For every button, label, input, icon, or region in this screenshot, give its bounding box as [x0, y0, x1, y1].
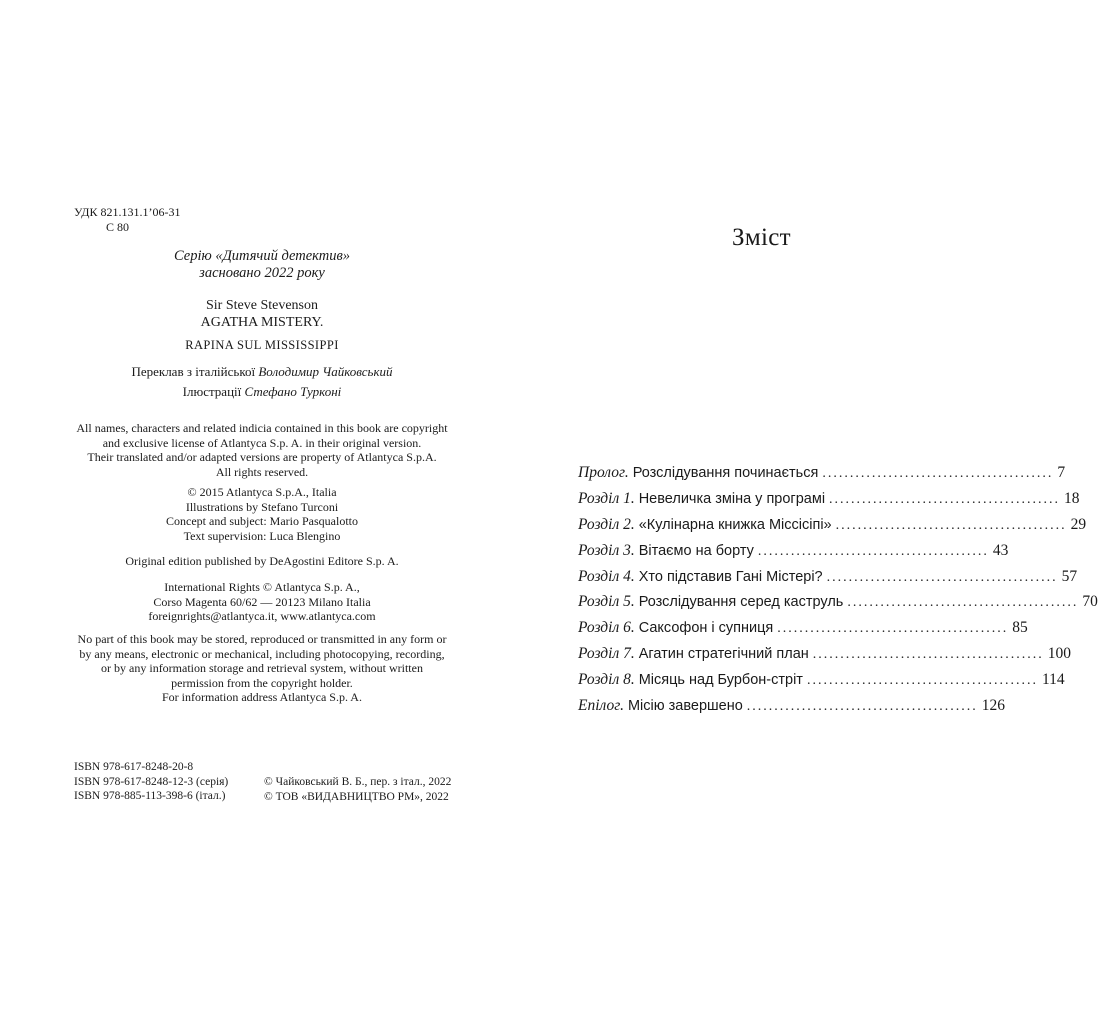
- isbn-line: ISBN 978-617-8248-20-8: [74, 761, 194, 773]
- toc-entry-label: Розділ 1.: [578, 489, 635, 507]
- edition-copyrights: [264, 775, 451, 804]
- toc-entry-title: «Кулінарна книжка Міссісіпі»: [638, 516, 832, 533]
- toc-leader-dots: ..........................................: [746, 699, 978, 715]
- toc-entry-title: Саксофон і супниця: [638, 620, 774, 637]
- intl-line: Corso Magenta 60/62 — 20123 Milano Italia: [153, 594, 371, 609]
- toc-leader-dots: ..........................................: [847, 595, 1079, 611]
- toc-entry-label: Розділ 4.: [578, 567, 635, 585]
- author-mark: С 80: [106, 220, 130, 234]
- series-note: [74, 248, 450, 282]
- series-line: Серію «Дитячий детектив»: [173, 248, 350, 264]
- illustration-credit: [74, 382, 450, 402]
- translator-name: Володимир Чайковський: [258, 364, 393, 379]
- rights-line: Their translated and/or adapted versions are property of Atlantyca S.p.A.: [87, 450, 437, 464]
- isbn-line: ISBN 978-885-113-398-6 (італ.): [74, 790, 226, 802]
- toc-entry-title: Місію завершено: [627, 698, 743, 715]
- toc-leader-dots: ..........................................: [826, 569, 1058, 585]
- isbn-line: ISBN 978-617-8248-12-3 (серія): [74, 775, 229, 788]
- original-author: Sir Steve Stevenson: [206, 298, 318, 313]
- toc-page-number: 18: [1064, 489, 1080, 507]
- original-subtitle: RAPINA SUL MISSISSIPPI: [185, 338, 339, 352]
- toc-entry-title: Агатин стратегічний план: [638, 646, 809, 663]
- notice-line: No part of this book may be stored, reproduced or transmitted in any form or: [77, 632, 447, 646]
- toc-entry: [578, 567, 1078, 594]
- toc-entry-title: Розслідування серед каструль: [638, 594, 844, 611]
- copyright-line: Text supervision: Luca Blengino: [183, 528, 341, 543]
- original-edition-note: Original edition published by DeAgostini Editore S.p. A.: [125, 554, 399, 568]
- notice-line: or by any information storage and retrieval system, without written: [101, 661, 423, 675]
- toc-page-number: 85: [1012, 619, 1028, 637]
- toc-entry: [578, 697, 1006, 723]
- toc-page-number: 126: [981, 697, 1006, 715]
- notice-line: by any means, electronic or mechanical, including photocopying, recording,: [79, 646, 445, 661]
- copyright-line: © 2015 Atlantyca S.p.A., Italia: [187, 485, 337, 499]
- intl-line: International Rights © Atlantyca S.p. A.,: [164, 580, 360, 594]
- credits-block: [74, 362, 450, 402]
- toc-entry-title: Вітаємо на борту: [638, 542, 754, 559]
- copyright-line: Illustrations by Stefano Turconi: [185, 499, 339, 514]
- toc-leader-dots: ..........................................: [835, 517, 1067, 533]
- toc-page-number: 100: [1047, 645, 1072, 663]
- toc-entry-label: Розділ 6.: [578, 619, 635, 637]
- toc-entry-title: Місяць над Бурбон-стріт: [638, 672, 803, 689]
- toc-leader-dots: ..........................................: [757, 543, 989, 559]
- toc-entry-title: Невеличка зміна у програмі: [638, 490, 826, 507]
- international-rights: [74, 580, 450, 624]
- udk-code: УДК 821.131.1’06-31: [74, 205, 181, 219]
- toc-entry-title: Хто підставив Гані Містері?: [638, 568, 823, 585]
- toc-leader-dots: ..........................................: [812, 647, 1044, 663]
- intl-line: foreignrights@atlantyca.it, www.atlantyca.com: [148, 609, 376, 623]
- table-of-contents: [578, 464, 1098, 723]
- udk-classification: [74, 205, 180, 235]
- toc-entry-label: Розділ 7.: [578, 645, 635, 663]
- toc-leader-dots: ..........................................: [777, 621, 1009, 637]
- toc-page-number: 70: [1082, 593, 1098, 611]
- contents-title: Зміст: [732, 224, 791, 251]
- toc-page-number: 57: [1061, 567, 1078, 585]
- toc-page-number: 43: [992, 541, 1009, 559]
- imprint-page: [0, 0, 512, 1024]
- toc-page-number: 7: [1057, 464, 1066, 481]
- rights-line: All names, characters and related indicia contained in this book are copyright: [76, 421, 448, 435]
- copyright-block: [74, 485, 450, 543]
- toc-entry: [578, 515, 1087, 542]
- original-title: AGATHA MISTERY.: [200, 315, 324, 330]
- toc-entry: [578, 489, 1080, 516]
- toc-entry-label: Розділ 8.: [578, 671, 635, 689]
- series-line: засновано 2022 року: [199, 265, 325, 281]
- toc-leader-dots: ..........................................: [806, 673, 1038, 689]
- rights-line: All rights reserved.: [215, 464, 309, 479]
- toc-page-number: 29: [1070, 515, 1087, 533]
- notice-line: For information address Atlantyca S.p. A.: [162, 690, 362, 704]
- toc-entry: [578, 593, 1098, 619]
- copyright-line: Concept and subject: Mario Pasqualotto: [166, 514, 358, 528]
- toc-entry: [578, 671, 1065, 697]
- toc-entry-label: Розділ 2.: [578, 515, 635, 533]
- illustrator-name: Стефано Турконі: [244, 384, 342, 399]
- toc-leader-dots: ..........................................: [822, 466, 1054, 481]
- toc-entry: [578, 541, 1009, 568]
- toc-entry-title: Розслідування починається: [632, 465, 819, 481]
- translation-credit: [74, 362, 450, 382]
- toc-entry-label: Епілог.: [578, 697, 624, 715]
- original-title-block: [74, 297, 450, 354]
- edition-copyright-line: © Чайковський В. Б., пер. з італ., 2022: [264, 776, 452, 788]
- toc-entry-label: Пролог.: [578, 464, 629, 481]
- toc-entry: [578, 464, 1066, 490]
- toc-entry: [578, 645, 1072, 671]
- illustrations-prefix: Ілюстрації: [182, 384, 242, 399]
- toc-entry: [578, 619, 1028, 645]
- rights-line: and exclusive license of Atlantyca S.p. A. in their original version.: [102, 435, 422, 450]
- rights-notice: [74, 421, 450, 479]
- toc-page-number: 114: [1041, 671, 1065, 689]
- translation-prefix: Переклав з італійської: [131, 364, 256, 379]
- toc-entry-label: Розділ 3.: [578, 541, 635, 559]
- isbn-list: [74, 760, 228, 804]
- edition-copyright-line: © ТОВ «ВИДАВНИЦТВО РМ», 2022: [264, 790, 449, 803]
- toc-entry-label: Розділ 5.: [578, 593, 635, 611]
- toc-leader-dots: ..........................................: [829, 491, 1061, 507]
- notice-line: permission from the copyright holder.: [171, 675, 353, 690]
- reproduction-notice: [74, 632, 450, 705]
